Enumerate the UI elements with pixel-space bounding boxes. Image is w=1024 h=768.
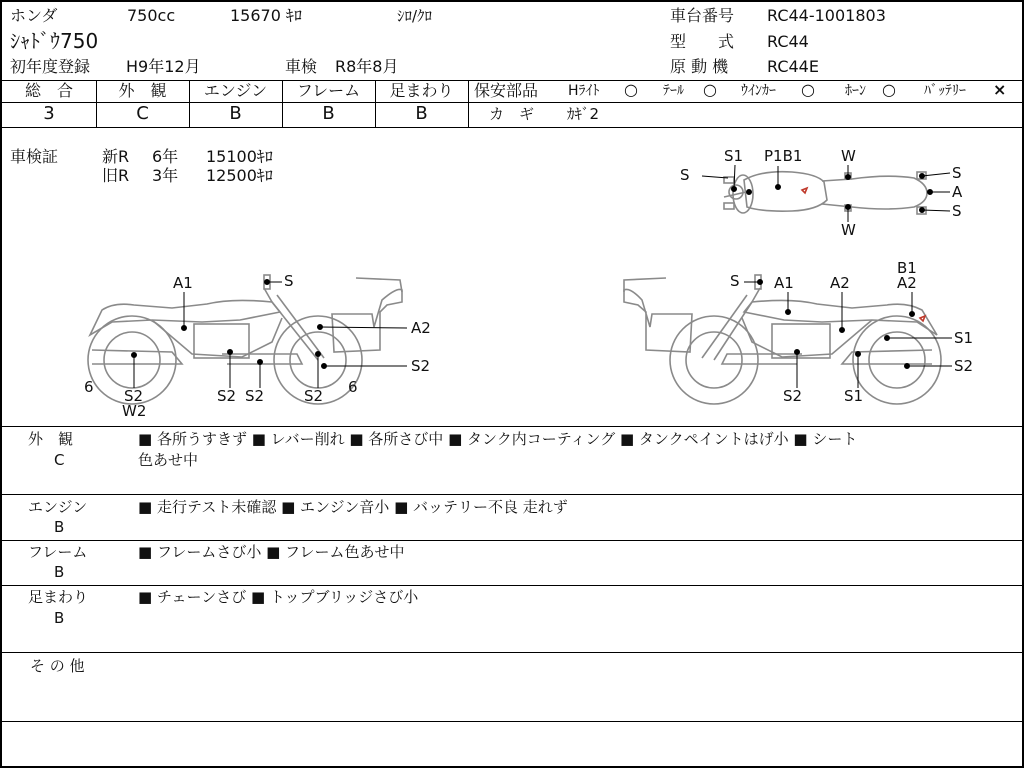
type-value: RC44 — [767, 32, 809, 51]
label-top-p1b1: P1B1 — [764, 147, 803, 165]
headlight-mark: ○ — [624, 80, 638, 99]
red-mark-right — [920, 316, 925, 321]
battery-mark: × — [993, 80, 1007, 99]
shaken-label: 車検証 — [10, 147, 59, 166]
first-reg-value: H9年12月 — [126, 57, 201, 76]
label-right-s1: S1 — [954, 329, 974, 347]
label-top-w-top: W — [841, 147, 856, 165]
label-top-w-bottom: W — [841, 221, 856, 239]
label-left-s-mirror: S — [284, 272, 294, 290]
winker-label: ｳｲﾝｶｰ — [741, 83, 776, 99]
divider — [2, 426, 1024, 427]
label-top-s-left: S — [680, 166, 690, 184]
tail-label: ﾃｰﾙ — [663, 83, 684, 99]
displacement: 750cc — [127, 6, 176, 25]
marker-s-left — [747, 190, 752, 195]
note-suspension-text: ■ チェーンさび ■ トップブリッジさび小 — [138, 588, 419, 606]
note-frame-label: フレーム — [28, 543, 88, 561]
label-left-six-right: 6 — [348, 378, 358, 396]
first-reg-label: 初年度登録 — [10, 57, 91, 76]
note-suspension-label: 足まわり — [28, 588, 89, 606]
winker-mark: ○ — [801, 80, 815, 99]
type-label: 型 式 — [670, 32, 735, 51]
label-left-a2: A2 — [411, 319, 431, 337]
grade-exterior-label: 外 観 — [118, 81, 167, 100]
top-view-bike-icon — [724, 172, 927, 214]
label-top-a-right: A — [952, 183, 963, 201]
note-exterior-grade: C — [54, 451, 65, 469]
divider — [2, 652, 1024, 653]
label-left-s2-bottom: S2 — [304, 387, 324, 405]
shaken-new-km: 15100ｷﾛ — [206, 147, 273, 166]
note-frame-grade: B — [54, 563, 65, 581]
mileage: 15670 ｷﾛ — [230, 6, 302, 25]
inspection-value: R8年8月 — [335, 57, 399, 76]
note-other-label: そ の 他 — [30, 657, 85, 675]
headlight-label: Hﾗｲﾄ — [568, 83, 600, 99]
note-engine-label: エンジン — [28, 498, 88, 516]
grade-frame-label: フレーム — [296, 81, 361, 100]
label-left-six-left: 6 — [84, 378, 94, 396]
label-left-w2: W2 — [122, 402, 147, 420]
grade-engine-value: B — [229, 103, 242, 124]
note-frame-text: ■ フレームさび小 ■ フレーム色あせ中 — [138, 543, 405, 561]
label-right-s-mirror: S — [730, 272, 740, 290]
label-left-a1: A1 — [173, 274, 193, 292]
grade-frame-value: B — [322, 103, 335, 124]
right-view-bike-icon — [624, 272, 941, 404]
label-right-s1-bottom: S1 — [844, 387, 864, 405]
divider — [2, 585, 1024, 586]
battery-label: ﾊﾞｯﾃﾘｰ — [924, 83, 966, 99]
inspection-label: 車検 — [285, 57, 318, 76]
divider — [2, 494, 1024, 495]
chassis-value: RC44-1001803 — [767, 6, 886, 25]
label-right-a2-tail: A2 — [897, 274, 917, 292]
shaken-old-year: 3年 — [152, 166, 179, 185]
note-exterior-text: ■ 各所うすきず ■ レバー削れ ■ 各所さび中 ■ タンク内コーティング ■ タンクペイントはげ小 ■ シート — [138, 430, 858, 448]
label-right-s2: S2 — [954, 357, 974, 375]
divider — [2, 721, 1024, 722]
label-top-s-right-top: S — [952, 164, 962, 182]
label-right-a1: A1 — [774, 274, 794, 292]
safety-label: 保安部品 — [474, 81, 539, 100]
grade-suspension-value: B — [415, 103, 428, 124]
grade-exterior-value: C — [136, 103, 149, 124]
label-left-s2-mid1: S2 — [217, 387, 237, 405]
shaken-old-km: 12500ｷﾛ — [206, 166, 273, 185]
grade-suspension-label: 足まわり — [389, 81, 454, 100]
grade-total-value: 3 — [43, 103, 55, 124]
label-right-s2-bottom: S2 — [783, 387, 803, 405]
label-left-s2-mid2: S2 — [245, 387, 265, 405]
note-exterior-label: 外 観 — [28, 430, 74, 448]
grade-total-label: 総 合 — [24, 81, 73, 100]
key-label: カ ギ — [489, 105, 535, 123]
horn-label: ﾎｰﾝ — [845, 83, 866, 99]
label-left-s2-left: S2 — [124, 387, 144, 405]
shaken-old-label: 旧R — [102, 166, 130, 185]
engine-type-label: 原 動 機 — [670, 57, 729, 76]
note-suspension-grade: B — [54, 609, 65, 627]
label-right-b1: B1 — [897, 259, 917, 277]
engine-type-value: RC44E — [767, 57, 819, 76]
divider — [2, 540, 1024, 541]
note-engine-grade: B — [54, 518, 65, 536]
chassis-label: 車台番号 — [670, 6, 735, 25]
key-value: ｶｷﾞ2 — [567, 105, 600, 123]
horn-mark: ○ — [882, 80, 896, 99]
red-mark-top — [802, 188, 807, 193]
damage-diagram — [2, 2, 1022, 432]
grade-engine-label: エンジン — [203, 81, 268, 100]
color: ｼﾛ/ｸﾛ — [397, 7, 433, 25]
label-top-s-right-bottom: S — [952, 202, 962, 220]
note-exterior-text2: 色あせ中 — [138, 451, 199, 469]
model-name: ｼｬﾄﾞｳ750 — [10, 29, 99, 53]
tail-mark: ○ — [703, 80, 717, 99]
maker: ホンダ — [10, 6, 58, 25]
label-top-s1: S1 — [724, 147, 744, 165]
shaken-new-year: 6年 — [152, 147, 179, 166]
note-engine-text: ■ 走行テスト未確認 ■ エンジン音小 ■ バッテリー不良 走れず — [138, 498, 568, 516]
label-left-s2-right: S2 — [411, 357, 431, 375]
label-right-a2: A2 — [830, 274, 850, 292]
shaken-new-label: 新R — [102, 147, 130, 166]
